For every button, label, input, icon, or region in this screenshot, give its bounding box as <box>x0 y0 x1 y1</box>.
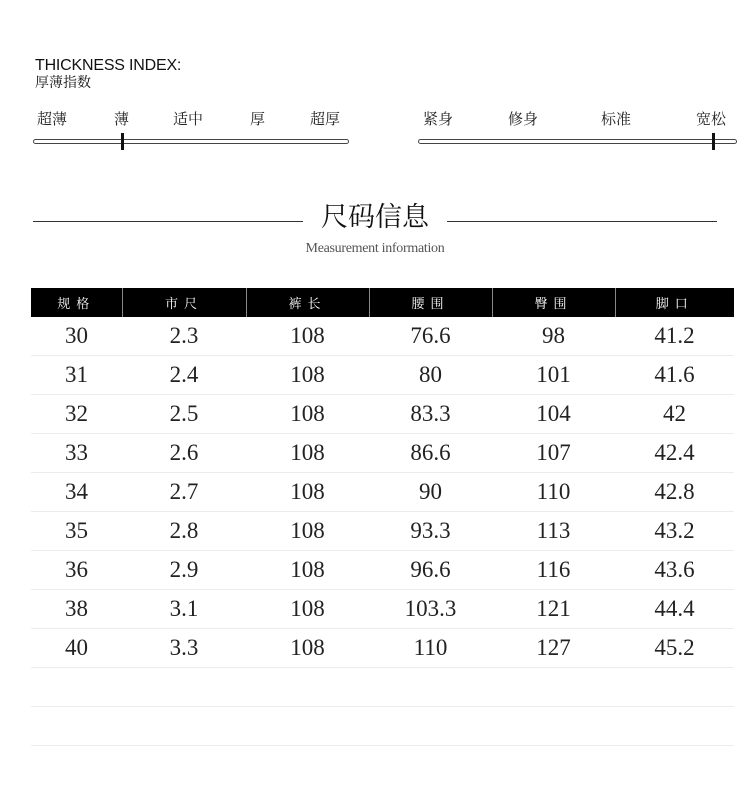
cell-size: 33 <box>31 434 122 473</box>
thickness-label-medium: 适中 <box>173 110 204 128</box>
fit-scale-marker <box>712 133 715 150</box>
empty-cell <box>369 707 492 746</box>
header-waist-chi: 市尺 <box>122 288 246 317</box>
cell-size: 32 <box>31 395 122 434</box>
empty-cell <box>31 668 122 707</box>
cell-waist: 86.6 <box>369 434 492 473</box>
cell-hem: 42.8 <box>615 473 734 512</box>
cell-hip: 110 <box>492 473 615 512</box>
table-row <box>31 551 734 590</box>
cell-hip: 113 <box>492 512 615 551</box>
section-title: 尺码信息 <box>321 202 429 233</box>
table-row <box>31 473 734 512</box>
cell-waist-chi: 2.5 <box>122 395 246 434</box>
cell-waist-chi: 2.7 <box>122 473 246 512</box>
cell-hem: 43.6 <box>615 551 734 590</box>
thickness-label-thin: 薄 <box>114 110 130 128</box>
header-size: 规格 <box>31 288 122 317</box>
thickness-index-title: THICKNESS INDEX: <box>35 57 182 74</box>
thickness-label-extra-thick: 超厚 <box>310 110 341 128</box>
cell-hip: 104 <box>492 395 615 434</box>
table-row <box>31 434 734 473</box>
cell-length: 108 <box>246 317 369 356</box>
header-hip: 臀围 <box>492 288 615 317</box>
empty-cell <box>492 668 615 707</box>
empty-cell <box>122 707 246 746</box>
cell-size: 34 <box>31 473 122 512</box>
cell-length: 108 <box>246 551 369 590</box>
cell-waist-chi: 2.9 <box>122 551 246 590</box>
fit-label-tight: 紧身 <box>423 110 454 128</box>
cell-length: 108 <box>246 395 369 434</box>
cell-waist-chi: 2.4 <box>122 356 246 395</box>
cell-length: 108 <box>246 512 369 551</box>
empty-cell <box>246 668 369 707</box>
table-header-row <box>31 288 734 317</box>
cell-hip: 98 <box>492 317 615 356</box>
header-hem: 脚口 <box>615 288 734 317</box>
cell-size: 31 <box>31 356 122 395</box>
fit-scale <box>418 108 737 158</box>
cell-waist-chi: 3.1 <box>122 590 246 629</box>
cell-waist: 76.6 <box>369 317 492 356</box>
cell-hem: 42 <box>615 395 734 434</box>
thickness-label-extra-thin: 超薄 <box>37 110 68 128</box>
cell-size: 30 <box>31 317 122 356</box>
cell-size: 38 <box>31 590 122 629</box>
thickness-scale <box>33 108 349 158</box>
table-row <box>31 629 734 668</box>
cell-hem: 41.6 <box>615 356 734 395</box>
cell-size: 40 <box>31 629 122 668</box>
cell-length: 108 <box>246 629 369 668</box>
header-length: 裤长 <box>246 288 369 317</box>
fit-scale-bar <box>418 139 737 144</box>
thickness-scale-bar <box>33 139 349 144</box>
cell-hip: 101 <box>492 356 615 395</box>
cell-waist-chi: 2.6 <box>122 434 246 473</box>
empty-cell <box>31 707 122 746</box>
empty-cell <box>615 668 734 707</box>
cell-hem: 41.2 <box>615 317 734 356</box>
empty-cell <box>492 707 615 746</box>
table-row <box>31 512 734 551</box>
cell-waist-chi: 2.8 <box>122 512 246 551</box>
cell-hip: 107 <box>492 434 615 473</box>
cell-length: 108 <box>246 434 369 473</box>
section-subtitle: Measurement information <box>305 241 445 256</box>
table-row <box>31 317 734 356</box>
thickness-scale-marker <box>121 133 124 150</box>
header-waist: 腰围 <box>369 288 492 317</box>
cell-waist: 90 <box>369 473 492 512</box>
fit-label-regular: 标准 <box>601 110 632 128</box>
size-table <box>31 288 734 746</box>
thickness-label-thick: 厚 <box>250 110 266 128</box>
cell-hem: 44.4 <box>615 590 734 629</box>
empty-cell <box>246 707 369 746</box>
table-row <box>31 395 734 434</box>
cell-waist: 93.3 <box>369 512 492 551</box>
cell-hem: 43.2 <box>615 512 734 551</box>
cell-waist: 83.3 <box>369 395 492 434</box>
fit-label-loose: 宽松 <box>696 110 727 128</box>
title-divider-right <box>447 221 717 222</box>
empty-table-row <box>31 707 734 746</box>
cell-waist-chi: 3.3 <box>122 629 246 668</box>
cell-hip: 116 <box>492 551 615 590</box>
fit-label-slim: 修身 <box>508 110 539 128</box>
cell-waist: 80 <box>369 356 492 395</box>
empty-cell <box>615 707 734 746</box>
cell-length: 108 <box>246 590 369 629</box>
cell-waist: 103.3 <box>369 590 492 629</box>
cell-length: 108 <box>246 473 369 512</box>
cell-waist: 96.6 <box>369 551 492 590</box>
cell-hem: 45.2 <box>615 629 734 668</box>
cell-waist-chi: 2.3 <box>122 317 246 356</box>
cell-waist: 110 <box>369 629 492 668</box>
cell-hip: 127 <box>492 629 615 668</box>
empty-cell <box>369 668 492 707</box>
table-row <box>31 356 734 395</box>
empty-cell <box>122 668 246 707</box>
empty-table-row <box>31 668 734 707</box>
cell-size: 36 <box>31 551 122 590</box>
thickness-index-subtitle: 厚薄指数 <box>35 75 91 91</box>
cell-hip: 121 <box>492 590 615 629</box>
cell-length: 108 <box>246 356 369 395</box>
cell-hem: 42.4 <box>615 434 734 473</box>
cell-size: 35 <box>31 512 122 551</box>
table-row <box>31 590 734 629</box>
